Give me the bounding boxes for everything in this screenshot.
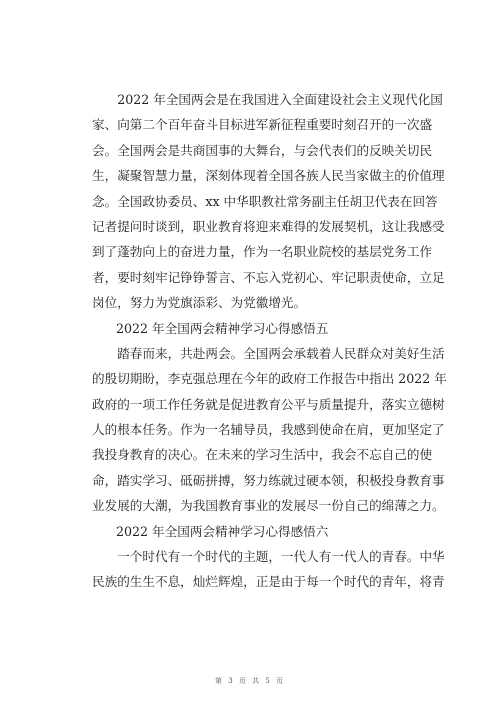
text-line: 念。全国政协委员、xx 中华职教社常务副主任胡卫代表在回答 bbox=[92, 193, 438, 209]
text-line: 岗位，努力为党旗添彩、为党徽增光。 bbox=[92, 295, 307, 311]
text-line: 记者提问时谈到，职业教育将迎来难得的发展契机，这让我感受 bbox=[92, 218, 445, 234]
text-line: 2022 年全国两会是在我国进入全面建设社会主义现代化国 bbox=[92, 92, 443, 107]
text-line: 踏春而来，共赴两会。全国两会承载着人民群众对美好生活 bbox=[92, 345, 445, 361]
text-line: 业发展的大潮，为我国教育事业的发展尽一份自己的绵薄之力。 bbox=[92, 498, 445, 514]
text-line: 到了蓬勃向上的奋进力量，作为一名职业院校的基层党务工作 bbox=[92, 244, 433, 260]
text-line: 家、向第二个百年奋斗目标进军新征程重要时刻召开的一次盛 bbox=[92, 117, 433, 133]
text-line: 人的根本任务。作为一名辅导员，我感到使命在肩，更加坚定了 bbox=[92, 422, 445, 438]
section-heading: 2022 年全国两会精神学习心得感悟五 bbox=[116, 320, 329, 336]
text-line: 我投身教育的决心。在未来的学习生活中，我会不忘自己的使 bbox=[92, 447, 433, 463]
text-line: 民族的生生不息，灿烂辉煌，正是由于每一个时代的青年，将青 bbox=[92, 574, 445, 590]
text-line: 会。全国两会是共商国事的大舞台，与会代表们的反映关切民 bbox=[92, 142, 433, 158]
text-line: 的殷切期盼，李克强总理在今年的政府工作报告中指出 2022 年 bbox=[92, 371, 447, 387]
page-number-footer: 第 3 页 共 5 页 bbox=[214, 677, 286, 685]
section-heading: 2022 年全国两会精神学习心得感悟六 bbox=[116, 523, 329, 539]
text-line: 者，要时刻牢记铮铮誓言、不忘入党初心、牢记职责使命，立足 bbox=[92, 269, 445, 285]
text-line: 命，踏实学习、砥砺拼搏，努力练就过硬本领，积极投身教育事 bbox=[92, 472, 445, 488]
text-line: 政府的一项工作任务就是促进教育公平与质量提升，落实立德树 bbox=[92, 396, 445, 412]
text-line: 一个时代有一个时代的主题，一代人有一代人的青春。中华 bbox=[92, 549, 445, 565]
document-body bbox=[92, 87, 447, 595]
text-line: 生，凝聚智慧力量，深刻体现着全国各族人民当家做主的价值理 bbox=[92, 168, 445, 184]
